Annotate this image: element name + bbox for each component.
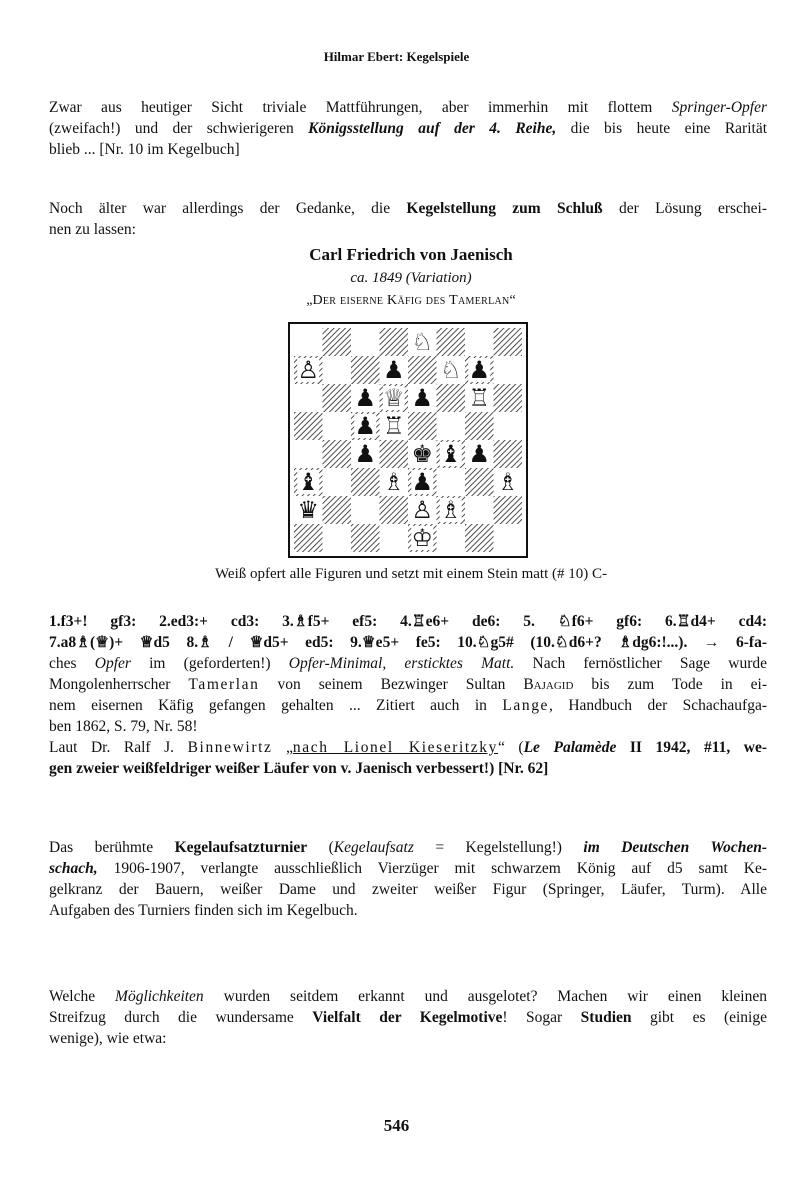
intro-text: Zwar aus heutiger Sicht triviale Mattführungen, aber immerhin mit flottem [49,99,672,116]
closing-emphasis: Möglichkeiten [115,988,204,1005]
tournament-text: gelkranz der Bauern, weißer Dame und zweiter weißer Figur (Springer, Läufer, Turm). Alle [49,881,767,898]
square-b5 [323,412,352,440]
square-f5 [437,412,466,440]
closing-bold: Studien [580,1009,632,1026]
piece-e1: ♔ [411,524,434,552]
piece-f2: ♗ [439,496,462,524]
square-a4 [294,440,323,468]
piece-f4: ♝ [439,440,462,468]
square-d4 [380,440,409,468]
solution-text: , Handbuch der Schachaufga- [549,697,767,714]
square-c8 [351,328,380,356]
intro-text: (zweifach!) und der schwierigeren [49,120,309,137]
solution-text: ches [49,655,95,672]
page-number: 546 [383,1116,410,1135]
piece-d7: ♟ [382,356,405,384]
closing-bold: Vielfalt der Kegelmotive [312,1009,503,1026]
tournament-paragraph [49,837,767,921]
square-b1 [323,524,352,552]
square-c7 [351,356,380,384]
piece-d5: ♖ [382,412,405,440]
problem-variation: (Variation) [405,270,472,286]
square-h6 [494,384,523,412]
motto-text: Der eiserne Käfig des Tamerlan [312,293,510,308]
piece-a2: ♛ [297,496,320,524]
square-g8 [465,328,494,356]
tournament-text: = Kegelstellung!) [413,839,584,856]
tournament-bold: Kegelaufsatzturnier [174,839,308,856]
square-d2 [380,496,409,524]
square-h5 [494,412,523,440]
square-g1 [465,524,494,552]
solution-emphasis: Opfer-Minimal, ersticktes Matt. [288,655,515,672]
square-c3 [351,468,380,496]
closing-text: ! Sogar [502,1009,581,1026]
square-e7 [408,356,437,384]
piece-e8: ♘ [411,328,434,356]
name-bajagid: Bajagid [523,676,574,693]
name-binnewirtz: Binnewirtz [187,739,273,756]
solution-text: Nach fernöstlicher Sage wurde [514,655,767,672]
square-a1 [294,524,323,552]
tournament-text: Aufgaben des Turniers finden sich im Kegelbuch. [49,902,358,919]
solution-text: im (geforderten!) [130,655,289,672]
palamede-title: Le Palamède [523,739,617,756]
square-b3 [323,468,352,496]
piece-a3: ♝ [297,468,320,496]
name-lange: Lange [502,697,550,714]
square-f8 [437,328,466,356]
square-c2 [351,496,380,524]
solution-text: gen zweier weißfeldriger weißer Läufer von v. Jaenisch verbessert!) [Nr. 62] [49,760,549,777]
closing-paragraph [49,986,767,1049]
running-header: Hilmar Ebert: Kegelspiele [323,49,470,64]
square-g5 [465,412,494,440]
problem-caption: Weiß opfert alle Figuren und setzt mit einem Stein matt (# 10) C- [214,566,608,582]
solution-text: bis zum Tode in ei- [573,676,768,693]
piece-g7: ♟ [468,356,491,384]
older-text: der Lösung erschei- [602,200,767,217]
square-b8 [323,328,352,356]
motto-quote-close: “ [509,293,516,308]
closing-text: wurden seitdem erkannt und ausgelotet? Machen wir einen kleinen [203,988,767,1005]
older-text: Noch älter war allerdings der Gedanke, die [49,200,407,217]
solution-quote: „ [272,739,293,756]
closing-text: wenige), wie etwa: [49,1030,167,1047]
square-e5 [408,412,437,440]
older-idea-paragraph [49,198,767,240]
piece-e6: ♟ [411,384,434,412]
square-f3 [437,468,466,496]
square-f6 [437,384,466,412]
motto-quote-open: „ [306,293,313,308]
solution-text: von seinem Bezwinger Sultan [259,676,524,693]
tournament-emphasis: im Deutschen Wochen- [583,839,767,856]
chess-board [294,328,522,552]
piece-e4: ♚ [411,440,434,468]
square-h7 [494,356,523,384]
piece-f7: ♘ [439,356,462,384]
square-d8 [380,328,409,356]
piece-g6: ♖ [468,384,491,412]
older-text: nen zu lassen: [49,221,136,238]
tournament-emphasis: Kegelaufsatz [333,839,414,856]
square-b6 [323,384,352,412]
square-a5 [294,412,323,440]
chess-diagram [288,322,528,558]
problem-year [0,270,793,287]
solution-moves-2: 7.a8♗(♕)+ ♕d5 8.♗ / ♕d5+ ed5: 9.♕e5+ fe5: 10.♘g5# (10.♘d6+? ♗dg6:!...). → 6-fa- [49,634,767,651]
tournament-text: Das berühmte [49,839,175,856]
solution-text: Mongolenherrscher [49,676,189,693]
square-h2 [494,496,523,524]
solution-text: II 1942, #11, we- [616,739,767,756]
square-h8 [494,328,523,356]
solution-moves-1: 1.f3+! gf3: 2.ed3:+ cd3: 3.♗f5+ ef5: 4.♖e6+ de6: 5. ♘f6+ gf6: 6.♖d4+ cd4: [49,613,767,630]
problem-author: Carl Friedrich von Jaenisch [309,245,513,264]
solution-text: ben 1862, S. 79, Nr. 58! [49,718,198,735]
piece-e2: ♙ [411,496,434,524]
square-a8 [294,328,323,356]
solution-text: nem eisernen Käfig gefangen gehalten ... Zitiert auch in [49,697,503,714]
square-b2 [323,496,352,524]
square-f1 [437,524,466,552]
tournament-text: 1906-1907, verlangte ausschließlich Vierzüger mit schwarzem König auf d5 samt Ke- [97,860,767,877]
solution-text: Laut Dr. Ralf J. [49,739,188,756]
piece-d3: ♗ [382,468,405,496]
intro-text: blieb ... [Nr. 10 im Kegelbuch] [49,141,240,158]
square-a6 [294,384,323,412]
piece-c6: ♟ [354,384,377,412]
square-d1 [380,524,409,552]
closing-text: gibt es (einige [631,1009,767,1026]
intro-text: die bis heute eine Rarität [556,120,768,137]
solution-paragraph [49,611,767,779]
piece-g4: ♟ [468,440,491,468]
square-h1 [494,524,523,552]
square-h4 [494,440,523,468]
intro-emphasis: Königsstellung auf der 4. Reihe, [308,120,557,137]
closing-text: Welche [49,988,116,1005]
kieseritzky-reference: nach Lionel Kieseritzky [292,739,498,756]
intro-paragraph [49,97,767,160]
square-b4 [323,440,352,468]
solution-quote: “ ( [497,739,524,756]
piece-h3: ♗ [496,468,519,496]
problem-motto [0,293,793,309]
problem-year-text: ca. 1849 [350,270,403,286]
intro-emphasis: Springer-Opfer [671,99,767,116]
square-c1 [351,524,380,552]
tournament-text: ( [307,839,334,856]
square-g3 [465,468,494,496]
piece-d6: ♕ [382,384,405,412]
solution-emphasis: Opfer [94,655,131,672]
older-bold: Kegelstellung zum Schluß [406,200,603,217]
piece-c5: ♟ [354,412,377,440]
piece-c4: ♟ [354,440,377,468]
tournament-emphasis: schach, [49,860,98,877]
closing-text: Streifzug durch die wundersame [49,1009,313,1026]
piece-e3: ♟ [411,468,434,496]
piece-a7: ♙ [297,356,320,384]
name-tamerlan: Tamerlan [188,676,260,693]
square-b7 [323,356,352,384]
square-g2 [465,496,494,524]
